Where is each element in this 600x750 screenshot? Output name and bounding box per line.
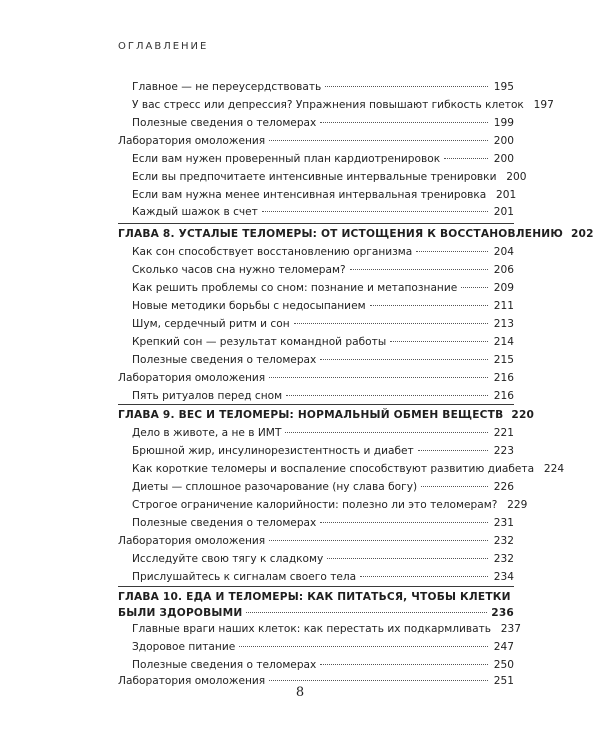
toc-entry-page: 250 xyxy=(493,659,514,671)
toc-entry-title: Лаборатория омоложения xyxy=(118,675,266,687)
dot-leader xyxy=(269,376,488,378)
dot-leader xyxy=(286,394,488,396)
toc-entry[interactable] xyxy=(132,443,514,459)
toc-entry-page: 195 xyxy=(493,81,514,93)
toc-entry[interactable] xyxy=(132,244,514,260)
toc-entry-page: 232 xyxy=(493,553,514,565)
running-head: ОГЛАВЛЕНИЕ xyxy=(118,41,209,52)
toc-entry-title: Если вы предпочитаете интенсивные интервальные тренировки xyxy=(132,171,497,183)
toc-entry-page: 211 xyxy=(493,300,514,312)
toc-entry-page: 224 xyxy=(543,463,565,475)
toc-entry-page: 209 xyxy=(493,282,514,294)
toc-entry[interactable] xyxy=(132,515,514,531)
toc-chapter-heading[interactable] xyxy=(118,407,535,423)
toc-entry-page: 202 xyxy=(570,228,594,240)
toc-entry-page: 231 xyxy=(493,517,514,529)
dot-leader xyxy=(239,645,488,647)
toc-entry-title: Брюшной жир, инсулинорезистентность и диабет xyxy=(132,445,414,457)
toc-entry[interactable] xyxy=(132,388,514,404)
toc-entry[interactable] xyxy=(132,479,514,495)
dot-leader xyxy=(461,286,488,288)
toc-entry-title: Крепкий сон — результат командной работы xyxy=(132,336,387,348)
toc-entry-page: 236 xyxy=(491,607,514,619)
toc-entry[interactable] xyxy=(132,79,514,95)
dot-leader xyxy=(285,431,488,433)
toc-entry-page: 200 xyxy=(493,135,514,147)
dot-leader xyxy=(327,557,488,559)
toc-entry[interactable] xyxy=(132,621,522,637)
toc-entry-title: Прислушайтесь к сигналам своего тела xyxy=(132,571,357,583)
toc-chapter-heading[interactable] xyxy=(118,605,514,621)
dot-leader xyxy=(269,139,488,141)
chapter-divider xyxy=(118,223,514,224)
toc-entry-title: Если вам нужен проверенный план кардиотренировок xyxy=(132,153,441,165)
toc-entry-title: Как сон способствует восстановлению организма xyxy=(132,246,413,258)
toc-entry[interactable] xyxy=(132,569,514,585)
toc-entry-title: БЫЛИ ЗДОРОВЫМИ xyxy=(118,607,243,619)
toc-entry[interactable] xyxy=(132,551,514,567)
dot-leader xyxy=(320,358,488,360)
chapter-divider xyxy=(118,586,514,587)
dot-leader xyxy=(416,250,488,252)
toc-entry[interactable] xyxy=(132,187,517,203)
toc-entry-page: 214 xyxy=(493,336,514,348)
toc-entry[interactable] xyxy=(132,169,527,185)
toc-entry-page: 223 xyxy=(493,445,514,457)
toc-entry-title: Здоровое питание xyxy=(132,641,236,653)
dot-leader xyxy=(418,449,488,451)
toc-entry-title: Строгое ограничение калорийности: полезно ли это теломерам? xyxy=(132,499,498,511)
toc-entry-title: У вас стресс или депрессия? Упражнения повышают гибкость клеток xyxy=(132,99,524,111)
toc-chapter-heading-line1[interactable]: ГЛАВА 10. ЕДА И ТЕЛОМЕРЫ: КАК ПИТАТЬСЯ, ЧТОБЫ КЛЕТКИ xyxy=(118,591,511,603)
toc-entry-title: Исследуйте свою тягу к сладкому xyxy=(132,553,324,565)
toc-entry[interactable] xyxy=(118,533,514,549)
toc-entry[interactable] xyxy=(132,316,514,332)
dot-leader xyxy=(350,268,488,270)
toc-entry-title: ГЛАВА 9. ВЕС И ТЕЛОМЕРЫ: НОРМАЛЬНЫЙ ОБМЕН ВЕЩЕСТВ xyxy=(118,409,504,421)
dot-leader xyxy=(444,157,488,159)
toc-entry[interactable] xyxy=(132,425,514,441)
dot-leader xyxy=(370,304,488,306)
toc-entry-title: Как решить проблемы со сном: познание и метапознание xyxy=(132,282,458,294)
toc-entry[interactable] xyxy=(132,262,514,278)
toc-entry-page: 206 xyxy=(493,264,514,276)
toc-entry[interactable] xyxy=(132,298,514,314)
dot-leader xyxy=(390,340,488,342)
toc-entry-page: 251 xyxy=(493,675,514,687)
toc-entry[interactable] xyxy=(132,639,514,655)
toc-entry-title: Шум, сердечный ритм и сон xyxy=(132,318,290,330)
toc-entry-title: Полезные сведения о теломерах xyxy=(132,354,317,366)
toc-entry-page: 232 xyxy=(493,535,514,547)
toc-entry-title: Полезные сведения о теломерах xyxy=(132,517,317,529)
toc-entry-page: 220 xyxy=(511,409,535,421)
toc-entry-page: 247 xyxy=(493,641,514,653)
toc-entry-page: 221 xyxy=(493,427,514,439)
toc-entry[interactable] xyxy=(118,370,514,386)
toc-entry-page: 199 xyxy=(493,117,514,129)
toc-entry-title: Лаборатория омоложения xyxy=(118,535,266,547)
dot-leader xyxy=(320,663,488,665)
toc-entry-page: 234 xyxy=(493,571,514,583)
dot-leader xyxy=(325,85,488,87)
toc-entry-title: Лаборатория омоложения xyxy=(118,372,266,384)
dot-leader xyxy=(294,322,488,324)
dot-leader xyxy=(421,485,488,487)
toc-entry-title: Диеты — сплошное разочарование (ну слава богу) xyxy=(132,481,418,493)
toc-entry[interactable] xyxy=(132,461,565,477)
toc-entry[interactable] xyxy=(132,204,514,220)
toc-entry-page: 226 xyxy=(493,481,514,493)
toc-entry-title: Главное — не переусердствовать xyxy=(132,81,322,93)
toc-entry-page: 213 xyxy=(493,318,514,330)
dot-leader xyxy=(246,611,487,613)
toc-entry-page: 216 xyxy=(493,372,514,384)
toc-entry[interactable] xyxy=(118,133,514,149)
toc-entry-page: 200 xyxy=(493,153,514,165)
toc-entry-title: Лаборатория омоложения xyxy=(118,135,266,147)
toc-entry-title: Дело в животе, а не в ИМТ xyxy=(132,427,282,439)
toc-entry-title: ГЛАВА 8. УСТАЛЫЕ ТЕЛОМЕРЫ: ОТ ИСТОЩЕНИЯ К ВОССТАНОВЛЕНИЮ xyxy=(118,228,563,240)
toc-entry-page: 237 xyxy=(500,623,522,635)
toc-entry-title: Пять ритуалов перед сном xyxy=(132,390,283,402)
toc-entry-page: 204 xyxy=(493,246,514,258)
toc-entry-title: Как короткие теломеры и воспаление способствуют развитию диабета xyxy=(132,463,535,475)
toc-entry-title: Сколько часов сна нужно теломерам? xyxy=(132,264,346,276)
toc-entry[interactable] xyxy=(132,497,528,513)
dot-leader xyxy=(262,210,488,212)
toc-entry-page: 201 xyxy=(496,189,517,201)
toc-entry-title: Полезные сведения о теломерах xyxy=(132,659,317,671)
toc-entry-title: Новые методики борьбы с недосыпанием xyxy=(132,300,366,312)
toc-entry-page: 201 xyxy=(493,206,514,218)
dot-leader xyxy=(360,575,488,577)
toc-entry[interactable] xyxy=(132,334,514,350)
dot-leader xyxy=(320,521,488,523)
dot-leader xyxy=(269,539,488,541)
toc-entry[interactable] xyxy=(132,352,514,368)
chapter-divider xyxy=(118,404,514,405)
toc-entry-page: 216 xyxy=(493,390,514,402)
toc-entry-title: Главные враги наших клеток: как перестать их подкармливать xyxy=(132,623,492,635)
dot-leader xyxy=(269,679,488,681)
toc-chapter-heading[interactable] xyxy=(118,226,594,242)
toc-entry[interactable] xyxy=(132,97,554,113)
toc-entry-title: Полезные сведения о теломерах xyxy=(132,117,317,129)
toc-entry-page: 229 xyxy=(507,499,528,511)
toc-entry-page: 215 xyxy=(493,354,514,366)
page-number: 8 xyxy=(295,685,305,700)
dot-leader xyxy=(320,121,488,123)
toc-entry[interactable] xyxy=(132,151,514,167)
toc-entry-title: Каждый шажок в счет xyxy=(132,206,258,218)
toc-entry[interactable] xyxy=(132,280,514,296)
toc-entry-page: 197 xyxy=(533,99,554,111)
toc-entry-page: 200 xyxy=(506,171,527,183)
toc-entry[interactable] xyxy=(132,657,514,673)
toc-entry-title: Если вам нужна менее интенсивная интервальная тренировка xyxy=(132,189,487,201)
toc-entry[interactable] xyxy=(132,115,514,131)
